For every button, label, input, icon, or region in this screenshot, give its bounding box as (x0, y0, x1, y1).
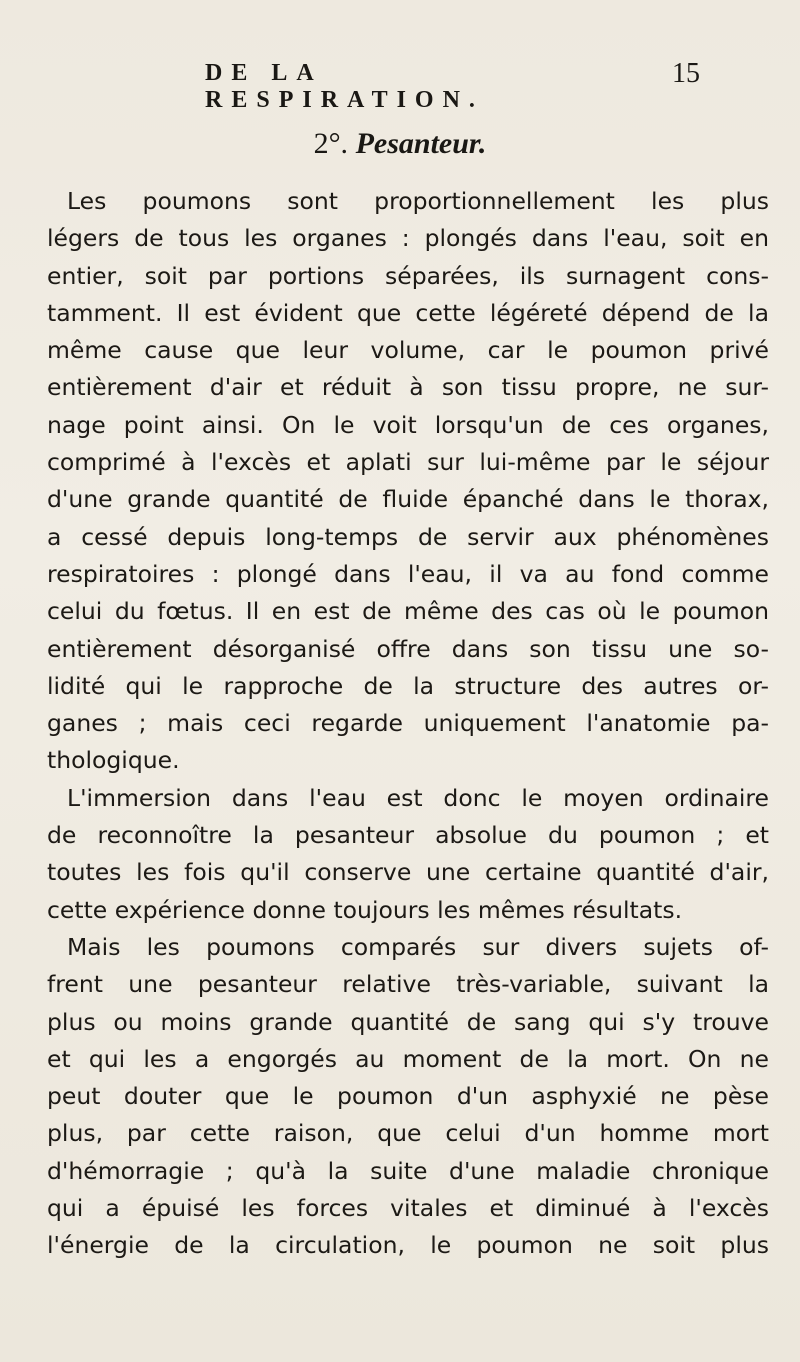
text-line: ganes ; mais ceci regarde uniquement l'anatomie pa- (47, 709, 769, 738)
text-line: peut douter que le poumon d'un asphyxié ne pèse (47, 1082, 769, 1111)
text-line: toutes les fois qu'il conserve une certaine quantité d'air, (47, 858, 769, 887)
text-line: entier, soit par portions séparées, ils surnagent cons- (47, 261, 769, 290)
text-line: entièrement d'air et réduit à son tissu propre, ne sur- (47, 373, 769, 402)
text-line: a cessé depuis long-temps de servir aux phénomènes (47, 522, 769, 551)
section-title: Pesanteur. (355, 127, 487, 160)
text-line: d'une grande quantité de fluide épanché dans le thorax, (47, 485, 769, 514)
text-line: et qui les a engorgés au moment de la mort. On ne (47, 1044, 769, 1073)
section-number: 2°. (313, 127, 349, 160)
text-line: légers de tous les organes : plongés dans l'eau, soit en (47, 224, 769, 253)
text-line: Les poumons sont proportionnellement les plus (67, 187, 769, 215)
text-line: comprimé à l'excès et aplati sur lui-même par le séjour (47, 448, 769, 477)
page-number: 15 (672, 58, 700, 89)
text-line: nage point ainsi. On le voit lorsqu'un de ces organes, (47, 410, 769, 439)
running-head: DE LA RESPIRATION. (205, 60, 484, 113)
text-line: de reconnoître la pesanteur absolue du poumon ; et (47, 821, 769, 850)
text-line: plus, par cette raison, que celui d'un homme mort (47, 1119, 769, 1148)
text-line: cette expérience donne toujours les mêmes résultats. (47, 895, 683, 924)
text-line: entièrement désorganisé offre dans son tissu une so- (47, 634, 769, 663)
body-text (47, 183, 769, 1265)
text-line: l'énergie de la circulation, le poumon ne soit plus (47, 1231, 769, 1260)
text-line: qui a épuisé les forces vitales et diminué à l'excès (47, 1194, 769, 1223)
text-line: thologique. (47, 746, 180, 775)
section-heading (0, 127, 800, 161)
text-line: lidité qui le rapproche de la structure des autres or- (47, 671, 769, 700)
text-line: plus ou moins grande quantité de sang qui s'y trouve (47, 1007, 769, 1036)
text-line: respiratoires : plongé dans l'eau, il va au fond comme (47, 559, 769, 588)
text-line: même cause que leur volume, car le poumon privé (47, 336, 769, 365)
text-line: Mais les poumons comparés sur divers sujets of- (67, 932, 769, 961)
text-line: d'hémorragie ; qu'à la suite d'une maladie chronique (47, 1156, 769, 1185)
text-line: celui du fœtus. Il en est de même des cas où le poumon (47, 597, 769, 626)
text-line: L'immersion dans l'eau est donc le moyen ordinaire (67, 783, 769, 812)
text-line: tamment. Il est évident que cette légéreté dépend de la (47, 298, 769, 327)
text-line: frent une pesanteur relative très-variable, suivant la (47, 970, 769, 999)
